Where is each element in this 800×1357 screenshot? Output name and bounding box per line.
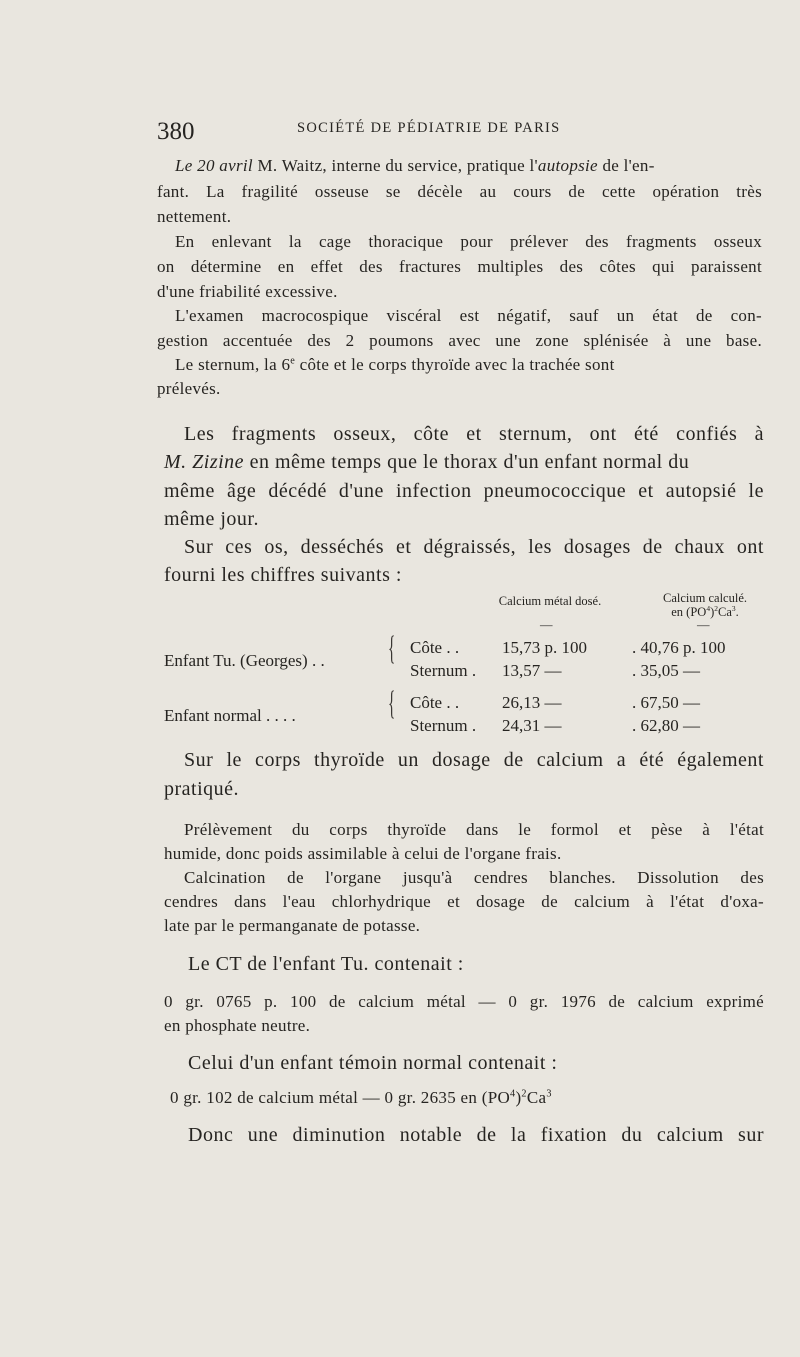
- paragraph-line: Donc une diminution notable de la fixation du calcium sur: [188, 1124, 764, 1146]
- brace: {: [388, 630, 396, 667]
- table-cell-bone: Sternum .: [410, 716, 477, 735]
- table-cell-calc: . 62,80 —: [632, 716, 700, 735]
- table-cell-metal: 13,57 —: [502, 661, 562, 680]
- paragraph-line: 0 gr. 0765 p. 100 de calcium métal — 0 gr. 1976 de calcium exprimé: [164, 992, 764, 1011]
- paragraph-line: même jour.: [164, 508, 259, 530]
- table-cell-bone: Sternum .: [410, 661, 477, 680]
- page-number: 380: [157, 118, 195, 145]
- paragraph-line: on détermine en effet des fractures multiples des côtes qui paraissent: [157, 257, 762, 276]
- table-header-metal: Calcium métal dosé.: [498, 594, 602, 608]
- paragraph-line: Celui d'un enfant témoin normal contenait :: [188, 1052, 558, 1074]
- paragraph-line: Sur ces os, desséchés et dégraissés, les dosages de chaux ont: [184, 536, 764, 558]
- paragraph-line: Le 20 avril M. Waitz, interne du service, pratique l'autopsie de l'en-: [175, 156, 655, 175]
- paragraph-line: pratiqué.: [164, 778, 240, 800]
- paragraph-line: humide, donc poids assimilable à celui de l'organe frais.: [164, 844, 562, 863]
- brace: {: [388, 685, 396, 722]
- paragraph-line: nettement.: [157, 207, 232, 226]
- paragraph-line: Sur le corps thyroïde un dosage de calcium a été également: [184, 749, 764, 771]
- paragraph-line: même âge décédé d'une infection pneumococcique et autopsié le: [164, 480, 764, 502]
- running-header: SOCIÉTÉ DE PÉDIATRIE DE PARIS: [297, 120, 561, 136]
- paragraph-line: En enlevant la cage thoracique pour prélever des fragments osseux: [175, 232, 762, 251]
- paragraph-line: cendres dans l'eau chlorhydrique et dosage de calcium à l'état d'oxa-: [164, 892, 764, 911]
- table-cell-bone: Côte . .: [410, 693, 460, 712]
- paragraph-line: L'examen macrocospique viscéral est négatif, sauf un état de con-: [175, 306, 762, 325]
- paragraph-line: Les fragments osseux, côte et sternum, ont été confiés à: [184, 423, 764, 445]
- table-cell-calc: . 35,05 —: [632, 661, 700, 680]
- table-cell-metal: 26,13 —: [502, 693, 562, 712]
- paragraph-line: Le sternum, la 6e côte et le corps thyroïde avec la trachée sont: [175, 355, 615, 374]
- paragraph-line: Prélèvement du corps thyroïde dans le formol et pèse à l'état: [184, 820, 764, 839]
- paragraph-line: late par le permanganate de potasse.: [164, 916, 421, 935]
- table-cell-metal: 24,31 —: [502, 716, 562, 735]
- paragraph-line: gestion accentuée des 2 poumons avec une zone splénisée à une base.: [157, 331, 762, 350]
- table-header-dash: —: [540, 618, 553, 632]
- table-cell-metal: 15,73 p. 100: [502, 638, 587, 657]
- paragraph-line: M. Zizine en même temps que le thorax d'un enfant normal du: [164, 451, 690, 473]
- paragraph-line: prélevés.: [157, 379, 221, 398]
- table-header-dash: —: [697, 618, 710, 632]
- table-header-calc: Calcium calculé. en $(PO^4)^2Ca^3$.: [663, 591, 747, 619]
- table-cell-calc: . 40,76 p. 100: [632, 638, 726, 657]
- table-cell-calc: . 67,50 —: [632, 693, 700, 712]
- paragraph-line: fourni les chiffres suivants :: [164, 564, 402, 586]
- table-group-label: Enfant Tu. (Georges) . .: [164, 651, 325, 670]
- paragraph-line: fant. La fragilité osseuse se décèle au cours de cette opération très: [157, 182, 762, 201]
- paragraph-line: Calcination de l'organe jusqu'à cendres blanches. Dissolution des: [184, 868, 764, 887]
- paragraph-line: en phosphate neutre.: [164, 1016, 311, 1035]
- table-group-label: Enfant normal . . . .: [164, 706, 296, 725]
- paragraph-line: d'une friabilité excessive.: [157, 282, 338, 301]
- paragraph-line: 0 gr. 102 de calcium métal — 0 gr. 2635 en $(PO^4)^2Ca^3$: [170, 1088, 552, 1107]
- paragraph-line: Le CT de l'enfant Tu. contenait :: [188, 953, 464, 975]
- table-cell-bone: Côte . .: [410, 638, 460, 657]
